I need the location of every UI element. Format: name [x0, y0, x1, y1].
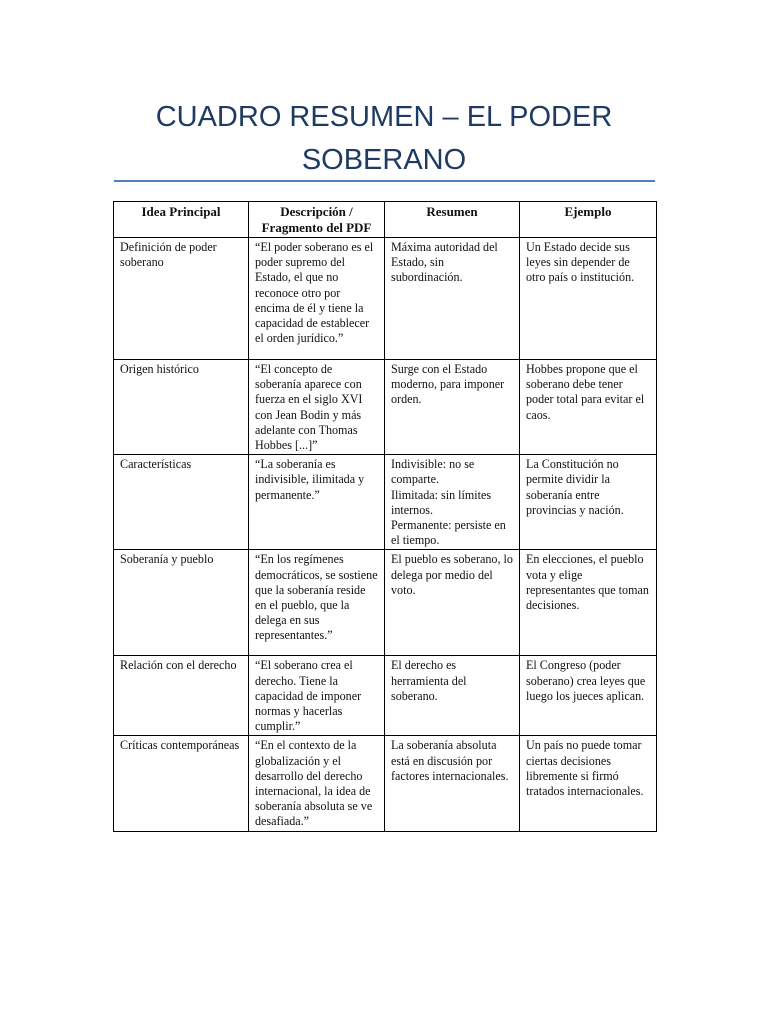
- document-title: CUADRO RESUMEN – EL PODER SOBERANO: [155, 101, 613, 176]
- cell-description: “El soberano crea el derecho. Tiene la capacidad de imponer normas y hacerlas cumplir.”: [249, 656, 385, 736]
- cell-example: En elecciones, el pueblo vota y elige representantes que toman decisiones.: [520, 550, 657, 656]
- cell-example: Un país no puede tomar ciertas decisiones libremente si firmó tratados internacionales.: [520, 736, 657, 831]
- header-ejemplo: Ejemplo: [520, 202, 657, 238]
- table-row: [114, 656, 657, 736]
- cell-description: “En el contexto de la globalización y el desarrollo del derecho internacional, la idea de soberanía absoluta se ve desafiada.”: [249, 736, 385, 831]
- cell-idea: Relación con el derecho: [114, 656, 249, 736]
- cell-description: “En los regímenes democráticos, se sostiene que la soberanía reside en el pueblo, que la delega en sus representantes.”: [249, 550, 385, 656]
- cell-example: Un Estado decide sus leyes sin depender de otro país o institución.: [520, 238, 657, 360]
- cell-summary: El pueblo es soberano, lo delega por medio del voto.: [385, 550, 520, 656]
- title-underline: [114, 180, 655, 182]
- table-row: [114, 238, 657, 360]
- cell-summary: Surge con el Estado moderno, para imponer orden.: [385, 360, 520, 455]
- cell-summary: El derecho es herramienta del soberano.: [385, 656, 520, 736]
- table-header-row: [114, 202, 657, 238]
- cell-idea: Definición de poder soberano: [114, 238, 249, 360]
- header-descripcion: Descripción / Fragmento del PDF: [249, 202, 385, 238]
- cell-idea: Origen histórico: [114, 360, 249, 455]
- header-resumen: Resumen: [385, 202, 520, 238]
- cell-description: “La soberanía es indivisible, ilimitada y permanente.”: [249, 455, 385, 550]
- table-row: [114, 360, 657, 455]
- summary-table: [113, 201, 657, 832]
- cell-idea: Soberanía y pueblo: [114, 550, 249, 656]
- header-idea-principal: Idea Principal: [114, 202, 249, 238]
- table-row: [114, 550, 657, 656]
- cell-summary: La soberanía absoluta está en discusión por factores internacionales.: [385, 736, 520, 831]
- cell-summary: Máxima autoridad del Estado, sin subordinación.: [385, 238, 520, 360]
- cell-example: La Constitución no permite dividir la soberanía entre provincias y nación.: [520, 455, 657, 550]
- cell-description: “El poder soberano es el poder supremo del Estado, el que no reconoce otro por encima de él y tiene la capacidad de establecer el orden jurídico.”: [249, 238, 385, 360]
- table-row: [114, 736, 657, 831]
- table-row: [114, 455, 657, 550]
- cell-idea: Características: [114, 455, 249, 550]
- cell-example: El Congreso (poder soberano) crea leyes que luego los jueces aplican.: [520, 656, 657, 736]
- cell-summary: Indivisible: no se comparte. Ilimitada: sin límites internos. Permanente: persiste en el tiempo.: [385, 455, 520, 550]
- cell-description: “El concepto de soberanía aparece con fuerza en el siglo XVI con Jean Bodin y más adelante con Thomas Hobbes [...]”: [249, 360, 385, 455]
- cell-example: Hobbes propone que el soberano debe tener poder total para evitar el caos.: [520, 360, 657, 455]
- cell-idea: Críticas contemporáneas: [114, 736, 249, 831]
